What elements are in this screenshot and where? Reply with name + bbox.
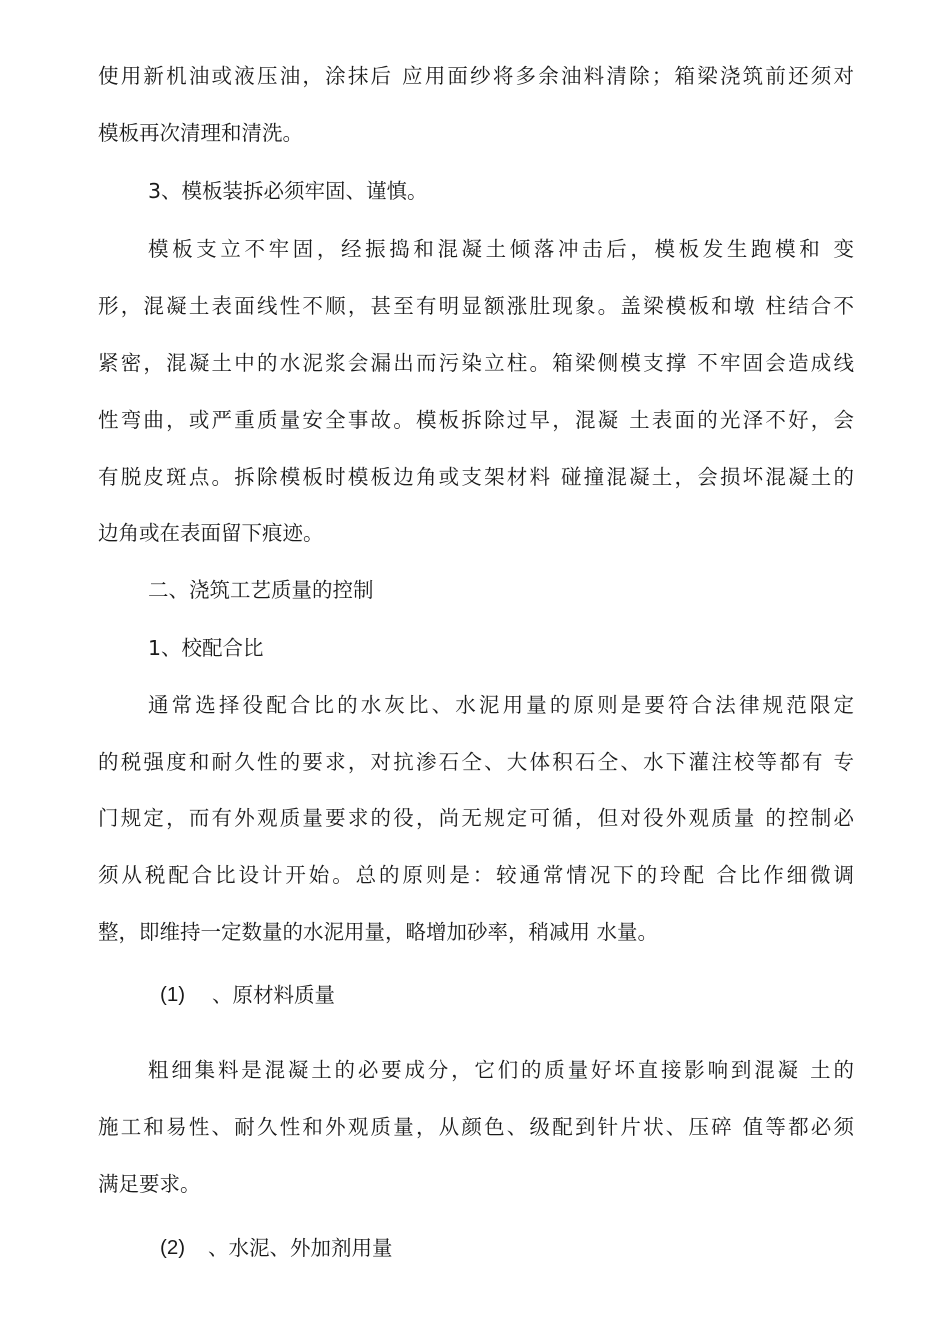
paragraph-line: 整，即维持一定数量的水泥用量，略增加砂率，稍减用 水量。 — [98, 920, 659, 944]
paragraph-line: 通常选择役配合比的水灰比、水泥用量的原则是要符合法律规范限定 — [148, 693, 854, 717]
list-item-number: (2) — [160, 1236, 186, 1259]
paragraph-line: 模板支立不牢固，经振捣和混凝土倾落冲击后，模板发生跑模和 变 — [148, 237, 854, 261]
paragraph-line: 施工和易性、耐久性和外观质量，从颜色、级配到针片状、压碎 值等都必须 — [98, 1115, 854, 1139]
paragraph-line: 的税强度和耐久性的要求，对抗渗石仝、大体积石仝、水下灌注校等都有 专 — [98, 750, 854, 774]
section-heading: 二、浇筑工艺质量的控制 — [148, 578, 374, 602]
paragraph-line: 须从税配合比设计开始。总的原则是：较通常情况下的玲配 合比作细微调 — [98, 863, 854, 887]
paragraph-line: 边角或在表面留下痕迹。 — [98, 521, 324, 545]
paragraph-line: 形，混凝土表面线性不顺，甚至有明显额涨肚现象。盖梁模板和墩 柱结合不 — [98, 294, 854, 318]
paragraph-line: 使用新机油或液压油，涂抹后 应用面纱将多余油料清除；箱梁浇筑前还须对 — [98, 64, 854, 88]
list-item-number: (1) — [160, 983, 186, 1006]
paragraph-line: 粗细集料是混凝土的必要成分，它们的质量好坏直接影响到混凝 土的 — [148, 1058, 854, 1082]
paragraph-line: 有脱皮斑点。拆除模板时模板边角或支架材料 碰撞混凝土，会损坏混凝土的 — [98, 465, 854, 489]
list-item-text: 、原材料质量 — [212, 983, 335, 1007]
paragraph-line: 模板再次清理和清洗。 — [98, 121, 303, 145]
paragraph-line: 性弯曲，或严重质量安全事故。模板拆除过早，混凝 土表面的光泽不好，会 — [98, 408, 854, 432]
paragraph-line: 门规定，而有外观质量要求的役，尚无规定可循，但对役外观质量 的控制必 — [98, 806, 854, 830]
subsection-heading: 1、校配合比 — [148, 636, 264, 660]
paragraph-line: 紧密，混凝土中的水泥浆会漏出而污染立柱。箱梁侧模支撑 不牢固会造成线 — [98, 351, 854, 375]
section-heading: 3、模板装拆必须牢固、谨慎。 — [148, 179, 428, 203]
list-item-text: 、水泥、外加剂用量 — [208, 1236, 393, 1260]
paragraph-line: 满足要求。 — [98, 1172, 201, 1196]
